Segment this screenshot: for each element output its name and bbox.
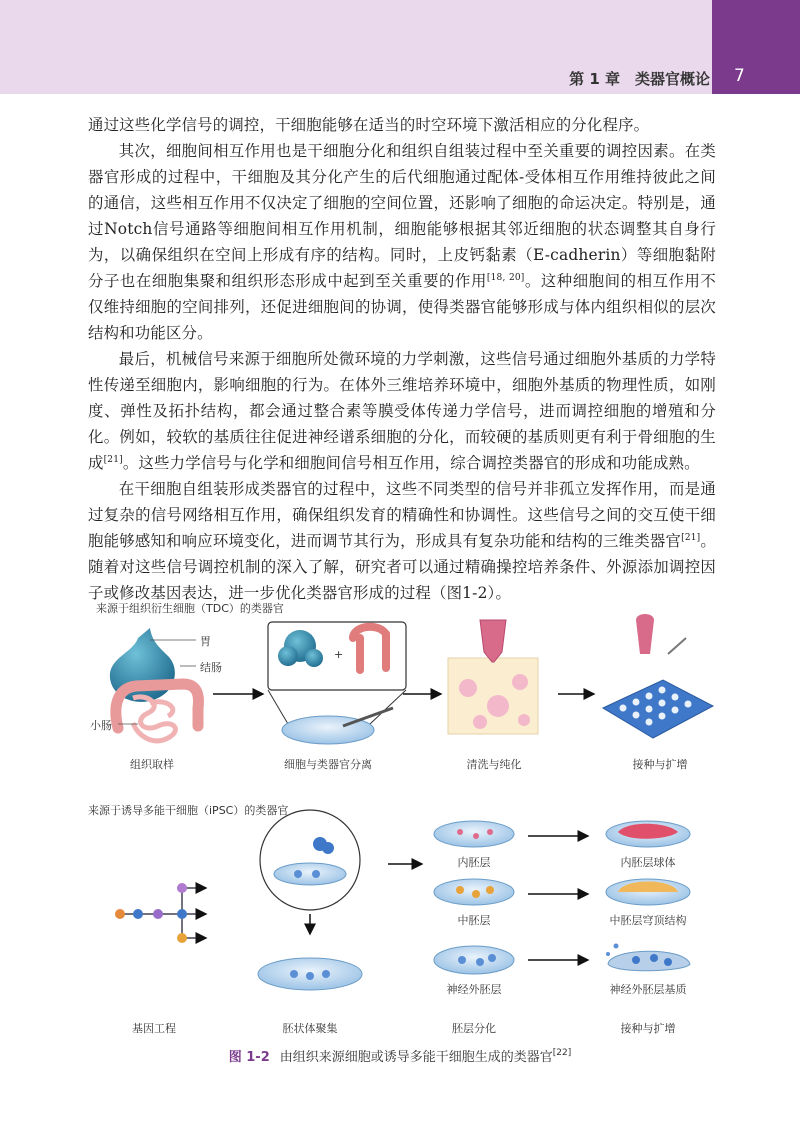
paragraph-text: 。随着对这些信号调控机制的深入了解，研究者可以通过精确操控培养条件、外源添加调控因子或修改基因表达，进一步优化类器官形成的过程（图1-2）。: [88, 532, 716, 602]
paragraph-text: 在干细胞自组装形成类器官的过程中，这些不同类型的信号并非孤立发挥作用，而是通过复杂的信号网络相互作用，确保组织发育的精确性和协调性。这些信号之间的交互使干细胞能够感知和响应环境变化，进而调节其行为，形成具有复杂功能和结构的三维类器官: [88, 480, 716, 550]
well-plate-illustration: [603, 614, 713, 738]
mesoderm-dish-illustration: [434, 879, 514, 905]
embryoid-body-illustration: [258, 810, 362, 990]
label-small-intestine: 小肠: [90, 719, 112, 732]
paragraph-text: 其次，细胞间相互作用也是干细胞分化和组织自组装过程中至关重要的调控因素。在类器官形成的过程中，干细胞及其分化产生的后代细胞通过配体-受体相互作用维持彼此之间的通信，这些相互作用不仅决定了细胞的空间位置，还影响了细胞的命运决定。特别是，通过Notch信号通路等细胞间相互作用机制，细胞能够根据其邻近细胞的状态调整其自身行为，以确保组织在空间上形成有序的结构。同时，上皮钙黏素（E-cadherin）等细胞黏附分子也在细胞集聚和组织形态形成中起到至关重要的作用: [88, 142, 716, 290]
paragraph-2: [88, 138, 716, 346]
endoderm-spheroid-illustration: [606, 821, 690, 847]
label-stomach: 胃: [200, 635, 211, 648]
neuroectoderm-dish-illustration: [434, 946, 514, 974]
mesoderm-dome-illustration: [606, 879, 690, 905]
colon-illustration: [116, 684, 199, 728]
plus-sign: +: [334, 648, 344, 661]
figure-illustration: [88, 598, 728, 1038]
caption-text: 由组织来源细胞或诱导多能干细胞生成的类器官: [279, 1050, 553, 1065]
endoderm-dish-illustration: [434, 821, 514, 847]
wash-purify-illustration: [448, 620, 538, 734]
paragraph-text: 。这些力学信号与化学和细胞间信号相互作用，综合调控类器官的形成和功能成熟。: [122, 454, 700, 472]
small-intestine-illustration: [133, 697, 175, 741]
ipsc-title: 来源于诱导多能干细胞（iPSC）的类器官: [88, 804, 289, 817]
label-endoderm: 内胚层: [457, 856, 491, 869]
step-wash-purify: 清洗与纯化: [466, 758, 522, 771]
label-colon: 结肠: [200, 661, 222, 674]
figure-number: 图 1-2: [228, 1050, 270, 1065]
step-germ-layer-diff: 胚层分化: [452, 1022, 496, 1035]
neuroectoderm-matrix-illustration: [606, 944, 690, 971]
label-endoderm-spheroid: 内胚层球体: [620, 856, 676, 869]
body-text: [88, 112, 716, 606]
step-tissue-sampling: 组织取样: [130, 758, 174, 771]
figure-caption: [0, 1046, 800, 1065]
paragraph-text: 。这种细胞间的相互作用不仅维持细胞的空间排列，还促进细胞间的协调，使得类器官能够形成与体内组织相似的层次结构和功能区分。: [88, 272, 717, 342]
chapter-title: 第 1 章 类器官概论: [569, 70, 710, 88]
citation: [21]: [103, 455, 123, 465]
paragraph-1: [88, 112, 716, 138]
figure-1-2: [88, 598, 728, 1038]
paragraph-4: [88, 476, 716, 606]
step-seed-expand: 接种与扩增: [632, 758, 688, 771]
petri-dish-illustration: [282, 708, 393, 744]
label-mesoderm: 中胚层: [457, 914, 491, 927]
paragraph-3: [88, 346, 716, 476]
label-neuroectoderm: 神经外胚层: [446, 983, 502, 996]
label-neuroectoderm-matrix: 神经外胚层基质: [609, 983, 687, 996]
step-eb-aggregation: 胚状体聚集: [282, 1022, 338, 1035]
page-number: 7: [734, 66, 745, 86]
citation: [21]: [681, 533, 701, 543]
paragraph-text: 通过这些化学信号的调控，干细胞能够在适当的时空环境下激活相应的分化程序。: [88, 116, 650, 134]
caption-citation: [22]: [552, 1048, 572, 1058]
step-cell-separation: 细胞与类器官分离: [284, 758, 372, 771]
citation: [18, 20]: [486, 273, 525, 283]
tdc-title: 来源于组织衍生细胞（TDC）的类器官: [96, 602, 284, 615]
label-mesoderm-dome: 中胚层穹顶结构: [609, 914, 687, 927]
step-gene-engineering: 基因工程: [132, 1022, 176, 1035]
step-seed-expand-2: 接种与扩增: [620, 1022, 676, 1035]
gene-network-illustration: [120, 888, 206, 938]
paragraph-text: 最后，机械信号来源于细胞所处微环境的力学刺激，这些信号通过细胞外基质的力学特性传递至细胞内，影响细胞的行为。在体外三维培养环境中，细胞外基质的物理性质，如刚度、弹性及拓扑结构，都会通过整合素等膜受体传递力学信号，进而调控细胞的增殖和分化。例如，较软的基质往往促进神经谱系细胞的分化，而较硬的基质则更有利于骨细胞的生成: [88, 350, 716, 472]
